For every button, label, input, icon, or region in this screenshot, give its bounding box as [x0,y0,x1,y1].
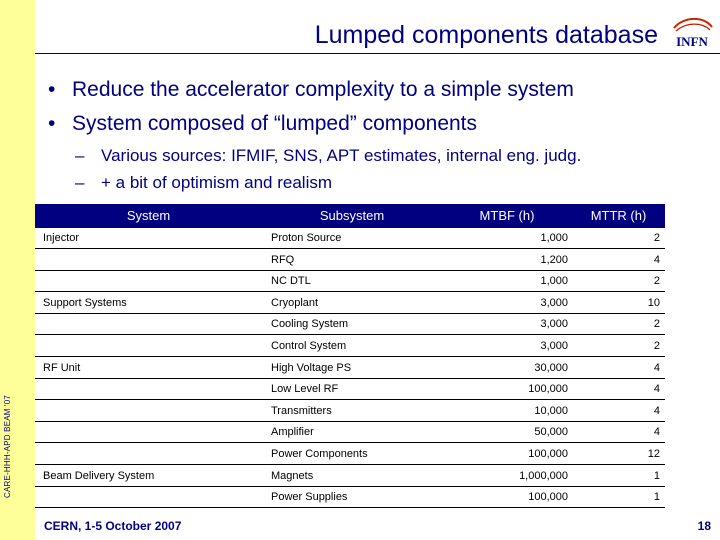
header-subsystem: Subsystem [262,204,442,228]
mtbf-cell: 1,200 [540,253,568,266]
table-row [35,271,665,292]
subsystem-cell: High Voltage PS [271,361,352,374]
mttr-cell: 1 [653,469,660,482]
logo-text: INFN [676,34,708,49]
mtbf-cell: 100,000 [528,491,568,504]
row-divider [35,507,440,508]
title-divider [35,53,720,54]
system-cell: Support Systems [43,296,127,309]
table-row [35,293,665,314]
mttr-cell: 2 [653,340,660,352]
table-row [35,466,665,487]
table-row [35,314,665,335]
subsystem-cell: Amplifier [271,426,314,439]
header-mttr: MTTR (h) [572,204,665,228]
sub-bullet-2: – + a bit of optimism and realism [75,173,333,192]
system-cell: Injector [43,232,80,244]
mttr-cell: 1 [653,491,660,504]
table-row [35,422,665,443]
mtbf-cell: 1,000,000 [519,469,568,482]
side-label: CARE-HHH-APD BEAM '07 [3,394,12,498]
mttr-cell: 10 [647,296,660,309]
table-row [35,336,665,357]
table-row [35,444,665,465]
infn-logo [670,18,714,52]
sub-bullet-1: – Various sources: IFMIF, SNS, APT estimates, internal eng. judg. [75,146,582,165]
subsystem-cell: Transmitters [271,404,332,417]
mtbf-cell: 1,000 [540,232,568,244]
table-row [35,250,665,271]
mttr-cell: 12 [647,448,660,460]
mttr-cell: 2 [653,232,660,244]
mtbf-cell: 10,000 [534,404,568,417]
header-system: System [35,204,262,228]
sub-bullet-2-text: + a bit of optimism and realism [101,173,333,192]
system-cell: RF Unit [43,361,81,374]
mtbf-cell: 100,000 [528,448,568,460]
mtbf-cell: 100,000 [528,383,568,396]
mtbf-cell: 30,000 [534,361,568,374]
mttr-cell: 4 [653,361,660,374]
subsystem-cell: Proton Source [271,232,342,244]
mtbf-cell: 50,000 [534,426,568,439]
sub-bullet-1-text: Various sources: IFMIF, SNS, APT estimates, internal eng. judg. [101,146,582,165]
mtbf-cell: 3,000 [540,340,568,352]
mttr-cell: 2 [653,318,660,331]
bullet-1-text: Reduce the accelerator complexity to a simple system [72,78,574,101]
subsystem-cell: NC DTL [271,275,311,288]
table-row [35,228,665,249]
subsystem-cell: Cryoplant [271,296,319,309]
header-mtbf: MTBF (h) [442,204,572,228]
mtbf-cell: 1,000 [540,275,568,288]
bullet-1: • Reduce the accelerator complexity to a simple system [48,78,574,101]
table-row [35,358,665,379]
mttr-cell: 4 [653,383,660,396]
subsystem-cell: Cooling System [271,318,349,331]
mttr-cell: 4 [653,404,660,417]
subsystem-cell: Magnets [271,469,314,482]
bullet-2-text: System composed of “lumped” components [72,112,478,135]
subsystem-cell: Low Level RF [271,383,339,396]
system-cell: Beam Delivery System [43,469,155,482]
bullet-2: • System composed of “lumped” components [48,112,478,135]
page-number: 18 [697,519,711,533]
table-row [35,401,665,422]
mtbf-cell: 3,000 [540,318,568,331]
subsystem-cell: Power Supplies [271,491,348,504]
mtbf-cell: 3,000 [540,296,568,309]
table-row [35,379,665,400]
row-divider [440,507,665,508]
subsystem-cell: RFQ [271,253,295,266]
mttr-cell: 4 [653,253,660,266]
slide-title: Lumped components database [314,21,658,49]
footer-event: CERN, 1-5 October 2007 [44,519,182,533]
subsystem-cell: Control System [271,340,347,352]
table-row [35,487,665,508]
mttr-cell: 4 [653,426,660,439]
mttr-cell: 2 [653,275,660,288]
subsystem-cell: Power Components [271,448,368,460]
